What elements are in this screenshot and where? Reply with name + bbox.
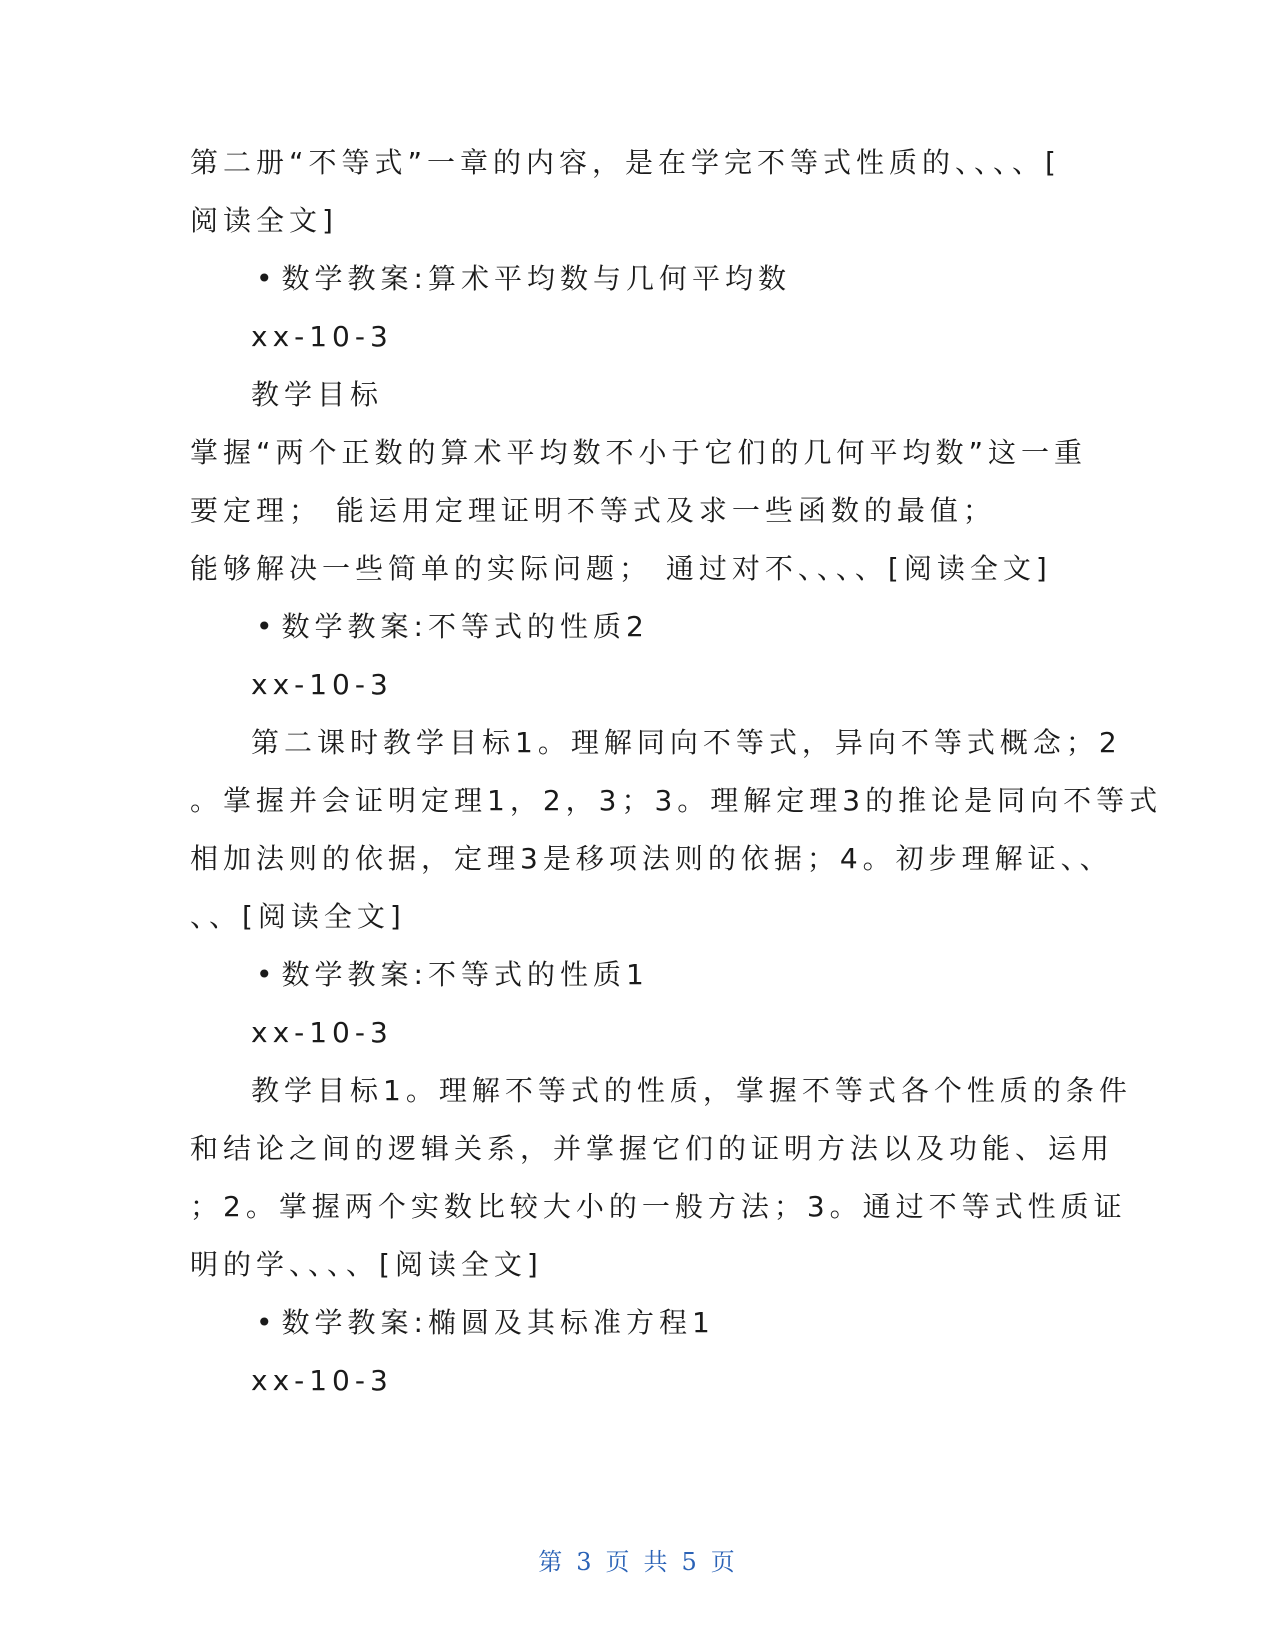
read-more-link[interactable]: 明的学、、、、[阅读全文] [190,1248,543,1281]
bullet-icon: • [256,958,278,991]
article-title[interactable]: • 数学教案:不等式的性质1 [256,958,649,991]
footer-label: 共 [643,1548,670,1576]
text-line: 和结论之间的逻辑关系，并掌握它们的证明方法以及功能、运用 [190,1132,1115,1165]
bullet-icon: • [256,262,278,295]
current-page-number: 3 [576,1548,594,1576]
text-line: 相加法则的依据，定理3是移项法则的依据；4。初步理解证、、 [190,842,1113,875]
text-line: ；2。掌握两个实数比较大小的一般方法；3。通过不等式性质证 [190,1190,1127,1223]
article-title[interactable]: • 数学教案:不等式的性质2 [256,610,649,643]
article-title[interactable]: • 数学教案:椭圆及其标准方程1 [256,1306,715,1339]
footer-label: 页 [605,1548,632,1576]
page-footer [0,1542,1275,1577]
total-page-count: 5 [681,1548,699,1576]
bullet-icon: • [256,1306,278,1339]
article-date: xx-10-3 [251,320,393,353]
text-line: 教学目标1。理解不等式的性质，掌握不等式各个性质的条件 [251,1074,1132,1107]
text-line: 教学目标 [251,378,384,411]
text-line: 。掌握并会证明定理1，2，3；3。理解定理3的推论是同向不等式 [190,784,1163,817]
article-title[interactable]: • 数学教案:算术平均数与几何平均数 [256,262,791,295]
footer-label: 页 [710,1548,737,1576]
text-line: 能够解决一些简单的实际问题； 通过对不、、、、[阅读全文] [190,552,1052,585]
bullet-icon: • [256,610,278,643]
read-more-link[interactable]: 、、[阅读全文] [190,900,406,933]
text-line: 第二册“不等式”一章的内容，是在学完不等式性质的、、、、[ [190,146,1061,179]
footer-label: 第 [538,1548,565,1576]
article-date: xx-10-3 [251,668,393,701]
text-line: 第二课时教学目标1。理解同向不等式，异向不等式概念；2 [251,726,1122,759]
text-line: 掌握“两个正数的算术平均数不小于它们的几何平均数”这一重 [190,436,1088,469]
article-date: xx-10-3 [251,1016,393,1049]
article-date: xx-10-3 [251,1364,393,1397]
read-more-link[interactable]: 阅读全文] [190,204,338,237]
text-line: 要定理； 能运用定理证明不等式及求一些函数的最值； [190,494,996,527]
